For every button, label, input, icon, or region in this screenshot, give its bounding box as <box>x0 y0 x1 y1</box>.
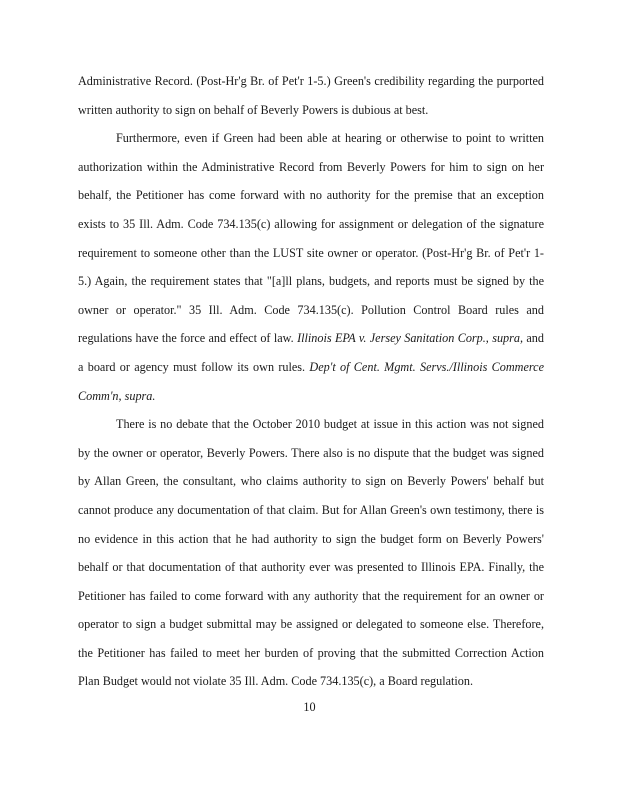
text-run: There is no debate that the October 2010 budget at issue in this action was not signed by the owner or operator, Beverly Powers. There also is no dispute that the budget was signed by Allan Green, the consultant, who claims authority to sign on Beverly Powers' behalf but cannot produce any documentation of that claim. But for Allan Green's own testimony, there is no evidence in this action that he had authority to sign the budget form on Beverly Powers' behalf or that documentation of that authority ever was presented to Illinois EPA. Finally, the Petitioner has failed to come forward with any authority that the requirement for an owner or operator to sign a budget submittal may be assigned or delegated to someone else. Therefore, the Petitioner has failed to meet her burden of proving that the submitted Correction Action Plan Budget would not violate 35 Ill. Adm. Code 734.135(c), a Board regulation. <box>78 417 544 689</box>
text-run: and a board or agency must follow its own rules. <box>78 331 544 374</box>
case-citation: Illinois EPA v. Jersey Sanitation Corp., supra, <box>297 331 524 346</box>
page-number: 10 <box>303 700 316 714</box>
text-run: Furthermore, even if Green had been able at hearing or otherwise to point to written authorization within the Administrative Record from Beverly Powers for him to sign on her behalf, the Petitioner has come forward with no authority for the premise that an exception exists to 35 Ill. Adm. Code 734.135(c) allowing for assignment or delegation of the signature requirement to someone other than the LUST site owner or operator. (Post-Hr'g Br. of Pet'r 1-5.) Again, the requirement states that "[a]ll plans, budgets, and reports must be signed by the owner or operator." 35 Ill. Adm. Code 734.135(c). Pollution Control Board rules and regulations have the force and effect of law. <box>78 131 544 346</box>
body-text <box>78 67 544 696</box>
case-citation: Dep't of Cent. Mgmt. Servs./Illinois Commerce Comm'n, supra. <box>78 359 544 403</box>
paragraph-continuation <box>78 67 544 124</box>
paragraph-conclusion <box>78 410 544 696</box>
paragraph-signature-authority <box>78 124 544 410</box>
text-run: Administrative Record. (Post-Hr'g Br. of Pet'r 1-5.) Green's credibility regarding the purported written authority to sign on behalf of Beverly Powers is dubious at best. <box>78 74 544 117</box>
